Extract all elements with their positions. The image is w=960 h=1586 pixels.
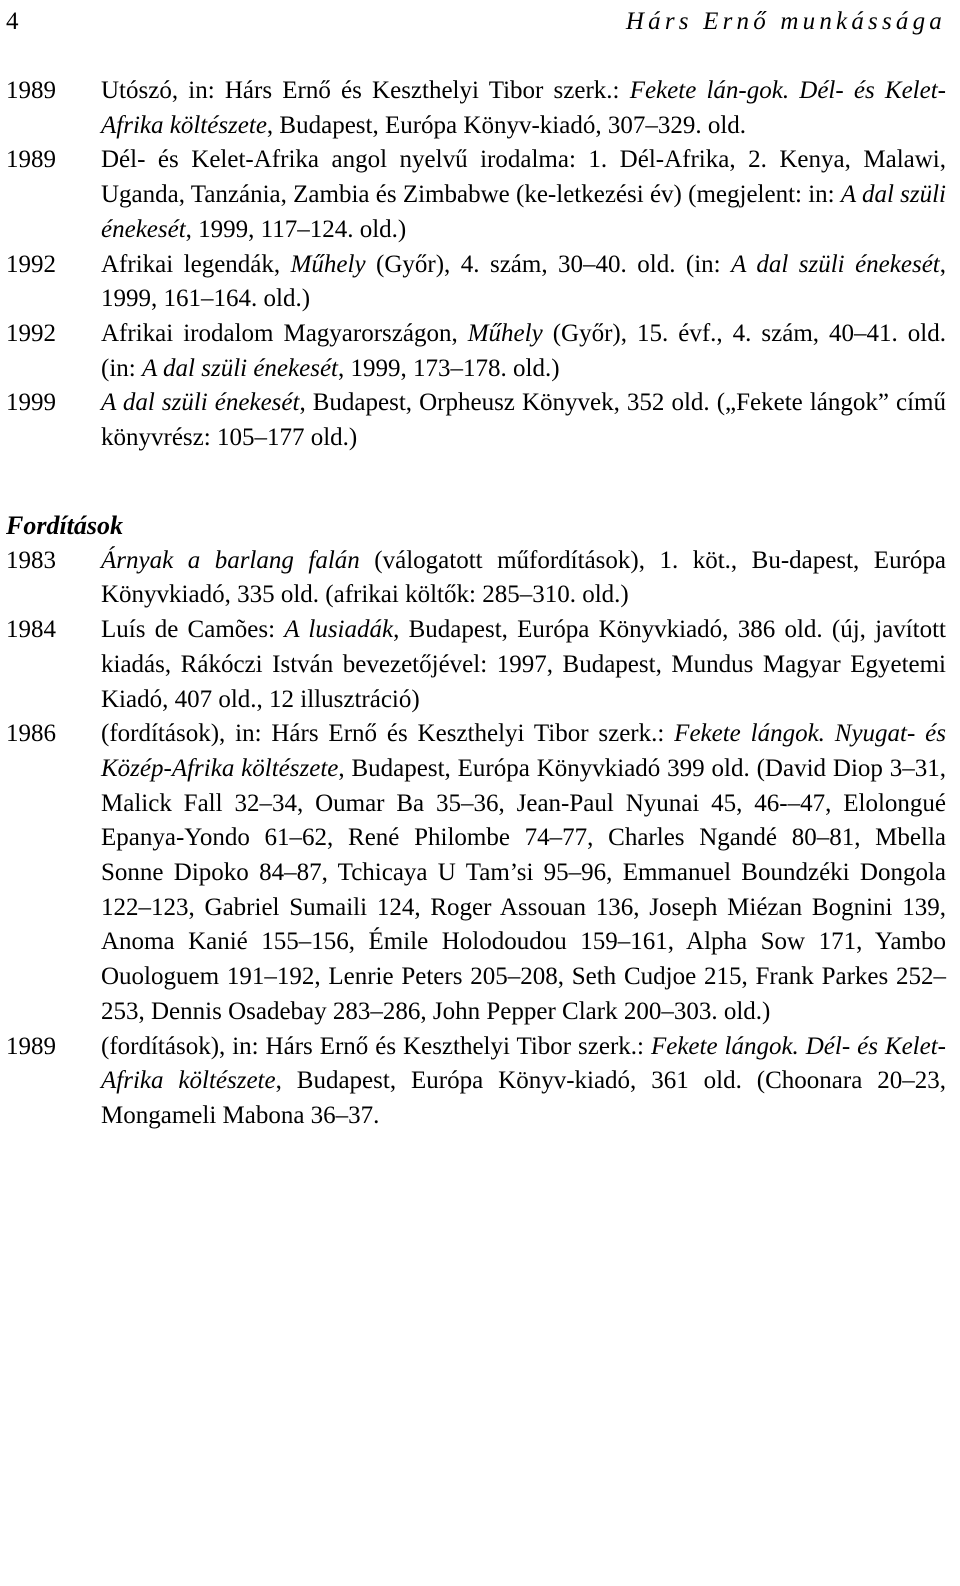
running-header bbox=[6, 4, 946, 40]
entry-text bbox=[101, 1030, 946, 1134]
entry-title-italic: Műhely bbox=[467, 319, 543, 347]
bibliography-entry bbox=[6, 1030, 946, 1134]
section-works-list bbox=[6, 74, 946, 456]
entry-year: 1992 bbox=[6, 319, 56, 347]
entry-text-part: , Budapest, Európa Könyvkiadó, 386 old. (új, javított kiadás, Rákóczi István bevezetőjével: 1997, Budapest, Mundus Magyar Egyetemi Kiadó, 407 old., 12 illusztráció) bbox=[101, 616, 946, 713]
entry-year: 1989 bbox=[6, 146, 56, 174]
entry-title-italic: A dal szüli énekesét bbox=[101, 389, 300, 417]
entry-text bbox=[101, 613, 946, 717]
section-translations bbox=[6, 508, 946, 1134]
entry-text bbox=[101, 386, 946, 455]
bibliography-entry bbox=[6, 248, 946, 317]
entry-text bbox=[101, 248, 946, 317]
entry-title-italic: A lusiadák bbox=[284, 616, 394, 644]
entry-title-italic: A dal szüli énekesét bbox=[141, 354, 338, 382]
entry-year: 1989 bbox=[6, 1032, 56, 1060]
bibliography-entry bbox=[6, 317, 946, 386]
entry-text bbox=[101, 74, 946, 143]
entry-title-italic: Árnyak a barlang falán bbox=[101, 546, 360, 574]
bibliography-entry bbox=[6, 544, 946, 613]
entry-title-italic: Fekete lángok. Nyugat- és Közép-Afrika költészete bbox=[101, 720, 946, 782]
entry-text bbox=[101, 317, 946, 386]
running-title: Hárs Ernő munkássága bbox=[625, 8, 946, 35]
entry-year: 1983 bbox=[6, 546, 56, 574]
section-heading: Fordítások bbox=[6, 510, 124, 540]
entry-year: 1984 bbox=[6, 616, 56, 644]
entry-text-part: , 1999, 117–124. old.) bbox=[185, 215, 407, 243]
entry-text-part: Dél- és Kelet-Afrika angol nyelvű irodalma: 1. Dél-Afrika, 2. Kenya, Malawi, Uganda, Tanzánia, Zambia és Zimbabwe (ke-letkezési év) (megjelent: in: bbox=[101, 146, 946, 209]
entry-text-part: , Budapest, Európa Könyv-kiadó, 361 old. (Choonara 20–23, Mongameli Mabona 36–37. bbox=[101, 1067, 946, 1129]
entry-year: 1989 bbox=[6, 77, 56, 104]
entry-text-part: , 1999, 173–178. old.) bbox=[338, 354, 560, 382]
entry-text bbox=[101, 717, 946, 1029]
entry-text-part: (Győr), 4. szám, 30–40. old. (in: bbox=[365, 250, 732, 278]
section-spacer bbox=[6, 456, 946, 508]
entry-text-part: Utószó, in: Hárs Ernő és Keszthelyi Tibor szerk.: bbox=[101, 77, 630, 104]
bibliography-entry bbox=[6, 74, 946, 143]
entry-text-part: (válogatott műfordítások), 1. köt., Bu-dapest, Európa Könyvkiadó, 335 old. (afrikai költők: 285–310. old.) bbox=[101, 546, 946, 609]
page-number: 4 bbox=[6, 8, 19, 35]
entry-year: 1999 bbox=[6, 389, 56, 417]
entry-text-part: Afrikai legendák, bbox=[101, 250, 291, 278]
bibliography-entry bbox=[6, 613, 946, 717]
entry-title-italic: Műhely bbox=[290, 250, 366, 278]
entry-title-italic: Fekete lángok. Dél- és Kelet-Afrika költészete bbox=[101, 1032, 946, 1095]
entry-text-part: , 1999, 161–164. old.) bbox=[101, 250, 946, 313]
entry-text bbox=[101, 143, 946, 247]
entry-text-part: , Budapest, Európa Könyvkiadó 399 old. (David Diop 3–31, Malick Fall 32–34, Oumar Ba 35–36, Jean-Paul Nyunai 45, 46-–47, Elolongué Epanya-Yondo 61–62, René Philombe 74–77, Charles Ngandé 80–81, Mbella Sonne Dipoko 84–87, Tchicaya U Tam’si 95–96, Emmanuel Boundzéki Dongola 122–123, Gabriel Sumaili 124, Roger Assouan 136, Joseph Miézan Bognini 139, Anoma Kanié 155–156, Émile Holodoudou 159–161, Alpha Sow 171, Yambo Ouologuem 191–192, Lenrie Peters 205–208, Seth Cudjoe 215, Frank Parkes 252–253, Dennis Osadebay 283–286, John Pepper Clark 200–303. old.) bbox=[101, 754, 947, 1025]
entry-title-italic: Fekete lán-gok. Dél- és Kelet-Afrika költészete bbox=[101, 77, 946, 139]
entry-text-part: (fordítások), in: Hárs Ernő és Keszthelyi Tibor szerk.: bbox=[101, 1032, 651, 1060]
bibliography-entry bbox=[6, 717, 946, 1029]
entry-text bbox=[101, 544, 946, 613]
entry-text-part: , Budapest, Európa Könyv-kiadó, 307–329. old. bbox=[266, 111, 747, 139]
entry-year: 1986 bbox=[6, 720, 56, 748]
entry-title-italic: A dal szüli énekesét bbox=[731, 250, 940, 278]
entry-text-part: (Győr), 15. évf., 4. szám, 40–41. old. (in: bbox=[101, 319, 946, 382]
bibliography bbox=[6, 74, 946, 1134]
bibliography-entry bbox=[6, 386, 946, 455]
entry-text-part: Afrikai irodalom Magyarországon, bbox=[101, 319, 468, 347]
entry-title-italic: A dal szüli énekesét bbox=[101, 181, 946, 243]
entry-year: 1992 bbox=[6, 250, 56, 278]
entry-text-part: Luís de Camões: bbox=[101, 616, 285, 644]
bibliography-entry bbox=[6, 143, 946, 247]
entry-text-part: (fordítások), in: Hárs Ernő és Keszthelyi Tibor szerk.: bbox=[101, 720, 675, 748]
entry-text-part: , Budapest, Orpheusz Könyvek, 352 old. („Fekete lángok” című könyvrész: 105–177 old.) bbox=[101, 389, 946, 452]
